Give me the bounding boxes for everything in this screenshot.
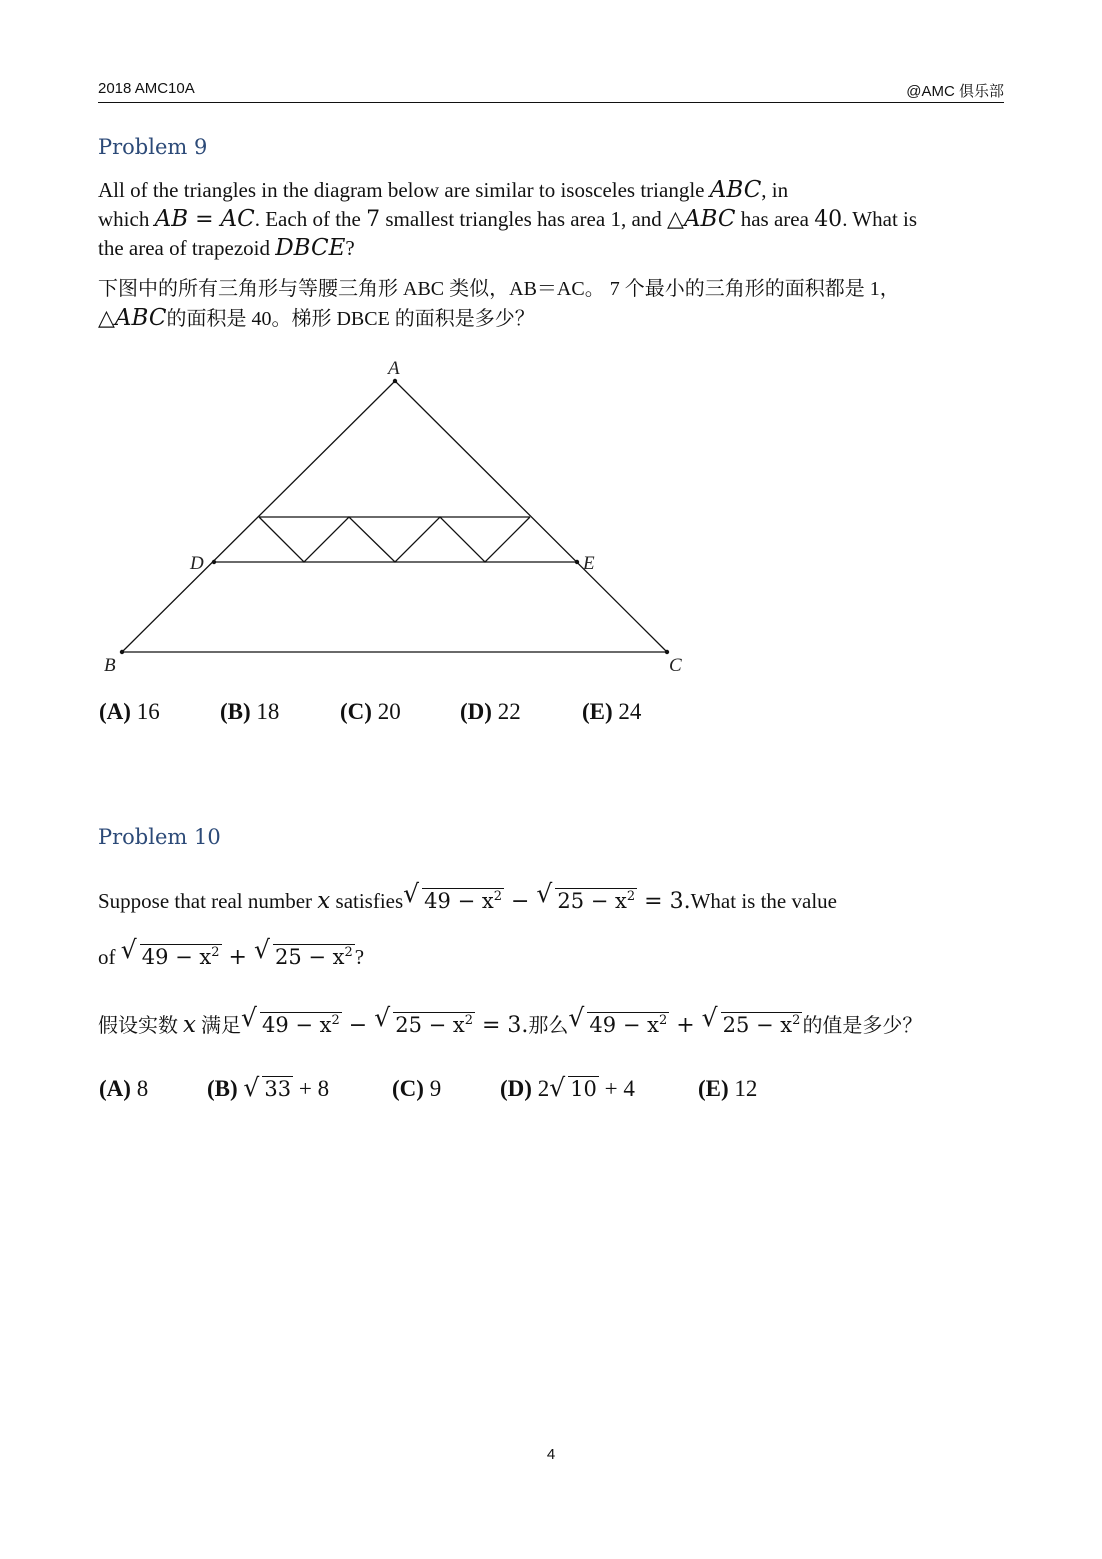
exponent: 2 bbox=[211, 945, 220, 960]
radical-49: √ $49 - x^2$ bbox=[240, 1003, 340, 1037]
problem-9-choice-e bbox=[582, 699, 641, 725]
label-b: B bbox=[104, 655, 116, 676]
choice-letter: (A) bbox=[99, 1076, 131, 1101]
triangle-diagram bbox=[0, 0, 1102, 700]
text-run: smallest triangles has area 1, and bbox=[380, 207, 668, 231]
radical-33: √ 33 bbox=[243, 1073, 292, 1102]
choice-value: 2 bbox=[537, 1076, 550, 1101]
choice-value: + 8 bbox=[293, 1076, 330, 1101]
radicand: 49 − x bbox=[141, 945, 212, 969]
choice-value: 12 bbox=[734, 1076, 758, 1101]
problem-9-zh-line-1: 下图中的所有三角形与等腰三角形 ABC 类似，AB＝AC。 7 个最小的三角形的面积都是 1， bbox=[98, 278, 900, 300]
choice-value: 9 bbox=[429, 1076, 442, 1101]
exponent: 2 bbox=[493, 889, 502, 904]
text-run: has area bbox=[735, 207, 815, 231]
problem-10-choice-c bbox=[392, 1076, 441, 1102]
text-run: 那么 bbox=[528, 1015, 569, 1037]
choice-value: 22 bbox=[497, 699, 521, 724]
page-number: 4 bbox=[546, 1446, 556, 1463]
radical-49: √ $49 - x^2$ bbox=[403, 879, 502, 913]
choice-value: 8 bbox=[136, 1076, 149, 1101]
text-run: , in bbox=[761, 178, 789, 202]
radical-10: √ 10 bbox=[549, 1073, 597, 1102]
choice-value: 24 bbox=[618, 699, 642, 724]
choice-letter: (E) bbox=[698, 1076, 729, 1101]
point-e-dot bbox=[575, 560, 579, 564]
text-run: 满足 bbox=[195, 1015, 241, 1037]
label-e: E bbox=[583, 553, 595, 574]
radical-25: √ $25 - x^2$ bbox=[374, 1003, 473, 1037]
choice-letter: (C) bbox=[340, 699, 372, 724]
radicand: 25 − x bbox=[395, 1013, 465, 1037]
choice-letter: (D) bbox=[500, 1076, 532, 1101]
math-eq: = bbox=[188, 207, 221, 232]
problem-9-choice-a bbox=[99, 699, 160, 725]
problem-10-choice-d bbox=[500, 1073, 635, 1102]
math-ac: AC bbox=[220, 206, 255, 232]
math-num: 40 bbox=[814, 207, 843, 232]
text-run: 假设实数 bbox=[98, 1015, 183, 1037]
radicand: 33 bbox=[264, 1077, 292, 1101]
math-abc: ABC bbox=[683, 206, 736, 232]
choice-value: + 4 bbox=[598, 1076, 635, 1101]
problem-10-choice-e bbox=[698, 1076, 757, 1102]
math-plus: + bbox=[669, 1013, 702, 1038]
problem-10-title: Problem 10 bbox=[98, 825, 221, 849]
math-dbce: DBCE bbox=[275, 235, 346, 261]
label-c: C bbox=[669, 655, 682, 676]
triangle-symbol: △ bbox=[667, 207, 684, 232]
math-eq: = 3. bbox=[475, 1013, 529, 1038]
problem-9-choice-d bbox=[460, 699, 521, 725]
radical-49: √ $49 - x^2$ bbox=[568, 1003, 668, 1037]
exponent: 2 bbox=[331, 1013, 340, 1028]
vertex-a-dot bbox=[393, 379, 397, 383]
choice-value: 18 bbox=[256, 699, 280, 724]
math-x: x bbox=[317, 888, 331, 914]
text-run: 的值是多少？ bbox=[802, 1015, 923, 1037]
choice-value: 16 bbox=[136, 699, 160, 724]
math-x: x bbox=[183, 1012, 196, 1038]
text-run: ? bbox=[354, 945, 365, 969]
text-run: the area of trapezoid bbox=[98, 236, 276, 260]
problem-10-zh-line bbox=[98, 1003, 923, 1041]
exponent: 2 bbox=[792, 1013, 801, 1028]
math-abc: ABC bbox=[114, 305, 167, 331]
exponent: 2 bbox=[344, 945, 353, 960]
text-run: satisfies bbox=[330, 889, 404, 913]
math-eq: = 3. bbox=[637, 889, 691, 914]
choice-value: 20 bbox=[377, 699, 401, 724]
choice-letter: (A) bbox=[99, 699, 131, 724]
choice-letter: (B) bbox=[207, 1076, 238, 1101]
text-run: All of the triangles in the diagram below are similar to isosceles triangle bbox=[98, 178, 710, 202]
exponent: 2 bbox=[626, 889, 636, 904]
vertex-c-dot bbox=[665, 650, 669, 654]
exponent: 2 bbox=[464, 1013, 473, 1028]
math-abc: ABC bbox=[709, 177, 762, 203]
text-run: What is the value bbox=[690, 889, 837, 913]
radical-25: √ $25 - x^2$ bbox=[536, 879, 636, 913]
choice-letter: (B) bbox=[220, 699, 251, 724]
problem-10-text-line-1 bbox=[98, 879, 837, 916]
problem-10-text-line-2 bbox=[98, 935, 365, 972]
small-triangles-zigzag bbox=[259, 517, 530, 562]
text-run: . Each of the bbox=[254, 207, 367, 231]
radical-49: √ $49 - x^2$ bbox=[120, 935, 220, 969]
text-run: 的面积是 40。梯形 DBCE 的面积是多少？ bbox=[166, 308, 535, 330]
radicand: 49 − x bbox=[424, 889, 494, 913]
choice-letter: (C) bbox=[392, 1076, 424, 1101]
text-run: Suppose that real number bbox=[98, 889, 318, 913]
radicand: 49 − x bbox=[589, 1013, 659, 1037]
triangle-symbol: △ bbox=[98, 306, 115, 331]
math-plus: + bbox=[221, 945, 254, 970]
text-run: ? bbox=[345, 236, 355, 260]
vertex-b-dot bbox=[120, 650, 124, 654]
math-ab: AB bbox=[154, 206, 189, 232]
radical-25: √ $25 - x^2$ bbox=[253, 935, 353, 969]
math-minus: − bbox=[503, 889, 537, 914]
problem-9-title: Problem 9 bbox=[98, 135, 208, 159]
problem-9-choice-b bbox=[220, 699, 279, 725]
choice-letter: (E) bbox=[582, 699, 613, 724]
math-minus: − bbox=[341, 1013, 375, 1038]
header-right: @AMC 俱乐部 bbox=[906, 83, 1004, 100]
math-num: 7 bbox=[366, 207, 381, 232]
radicand: 25 − x bbox=[274, 945, 345, 969]
radical-25: √ $25 - x^2$ bbox=[701, 1003, 801, 1037]
radicand: 25 − x bbox=[722, 1013, 793, 1037]
exponent: 2 bbox=[658, 1013, 668, 1028]
text-run: . What is bbox=[842, 207, 918, 231]
choice-letter: (D) bbox=[460, 699, 492, 724]
label-d: D bbox=[190, 553, 204, 574]
radicand: 25 − x bbox=[557, 889, 627, 913]
problem-10-choice-a bbox=[99, 1076, 148, 1102]
problem-9-choice-c bbox=[340, 699, 401, 725]
text-run: which bbox=[98, 207, 155, 231]
text-run: of bbox=[98, 945, 121, 969]
point-d-dot bbox=[212, 560, 216, 564]
header-left: 2018 AMC10A bbox=[98, 80, 195, 97]
radicand: 49 − x bbox=[261, 1013, 332, 1037]
label-a: A bbox=[388, 358, 400, 379]
radicand: 10 bbox=[570, 1077, 597, 1101]
problem-10-choice-b bbox=[207, 1073, 330, 1102]
